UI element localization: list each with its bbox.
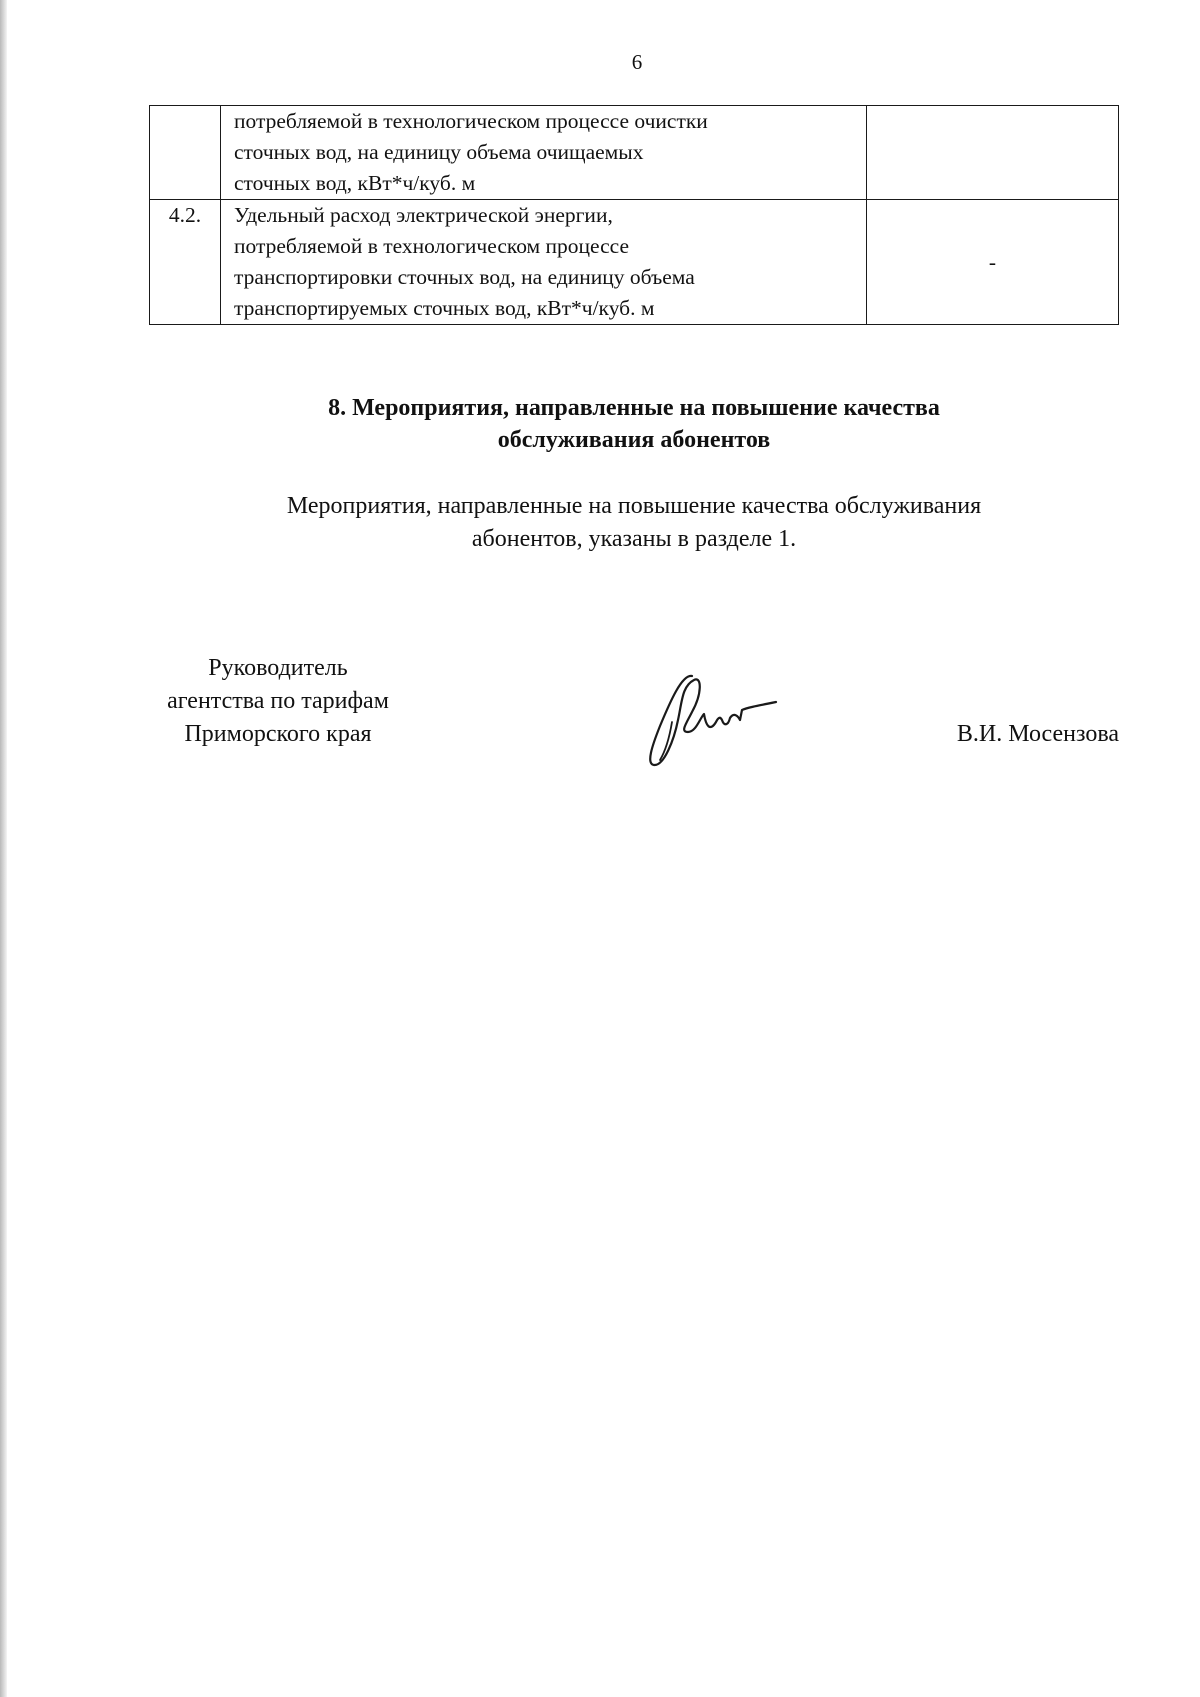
indicator-text-line: потребляемой в технологическом процессе очистки — [234, 109, 708, 133]
indicator-value-cell: - — [867, 200, 1119, 325]
scan-edge-shadow — [0, 0, 7, 1697]
signer-title-line: агентства по тарифам — [167, 688, 389, 714]
section-body-line: Мероприятия, направленные на повышение качества обслуживания — [286, 493, 982, 519]
table-row — [150, 106, 1119, 200]
indicator-description-cell — [221, 200, 867, 325]
signer-name: В.И. Мосензова — [956, 721, 1119, 747]
indicator-text-line: транспортировки сточных вод, на единицу объема — [234, 265, 695, 289]
page-number: 6 — [631, 50, 643, 74]
row-number-cell: 4.2. — [150, 200, 221, 325]
section-body-line: абонентов, указаны в разделе 1. — [471, 526, 797, 552]
signer-title-line: Приморского края — [184, 721, 372, 747]
section-8-heading — [150, 392, 1118, 456]
table-row — [150, 200, 1119, 325]
indicators-table — [149, 105, 1119, 325]
indicator-description-cell — [221, 106, 867, 200]
section-heading-line: обслуживания абонентов — [497, 427, 771, 453]
section-heading-line: 8. Мероприятия, направленные на повышение качества — [328, 395, 940, 421]
indicator-text-line: потребляемой в технологическом процессе — [234, 234, 630, 258]
signer-title — [128, 652, 428, 751]
indicator-text-line: сточных вод, кВт*ч/куб. м — [234, 171, 476, 195]
handwritten-signature — [630, 668, 780, 773]
indicator-text-line: Удельный расход электрической энергии, — [234, 203, 613, 227]
row-number-cell — [150, 106, 221, 200]
section-8-body — [150, 490, 1118, 556]
indicator-value-cell — [867, 106, 1119, 200]
indicator-text-line: транспортируемых сточных вод, кВт*ч/куб. м — [234, 296, 655, 320]
indicator-text-line: сточных вод, на единицу объема очищаемых — [234, 140, 644, 164]
signer-title-line: Руководитель — [208, 655, 348, 681]
